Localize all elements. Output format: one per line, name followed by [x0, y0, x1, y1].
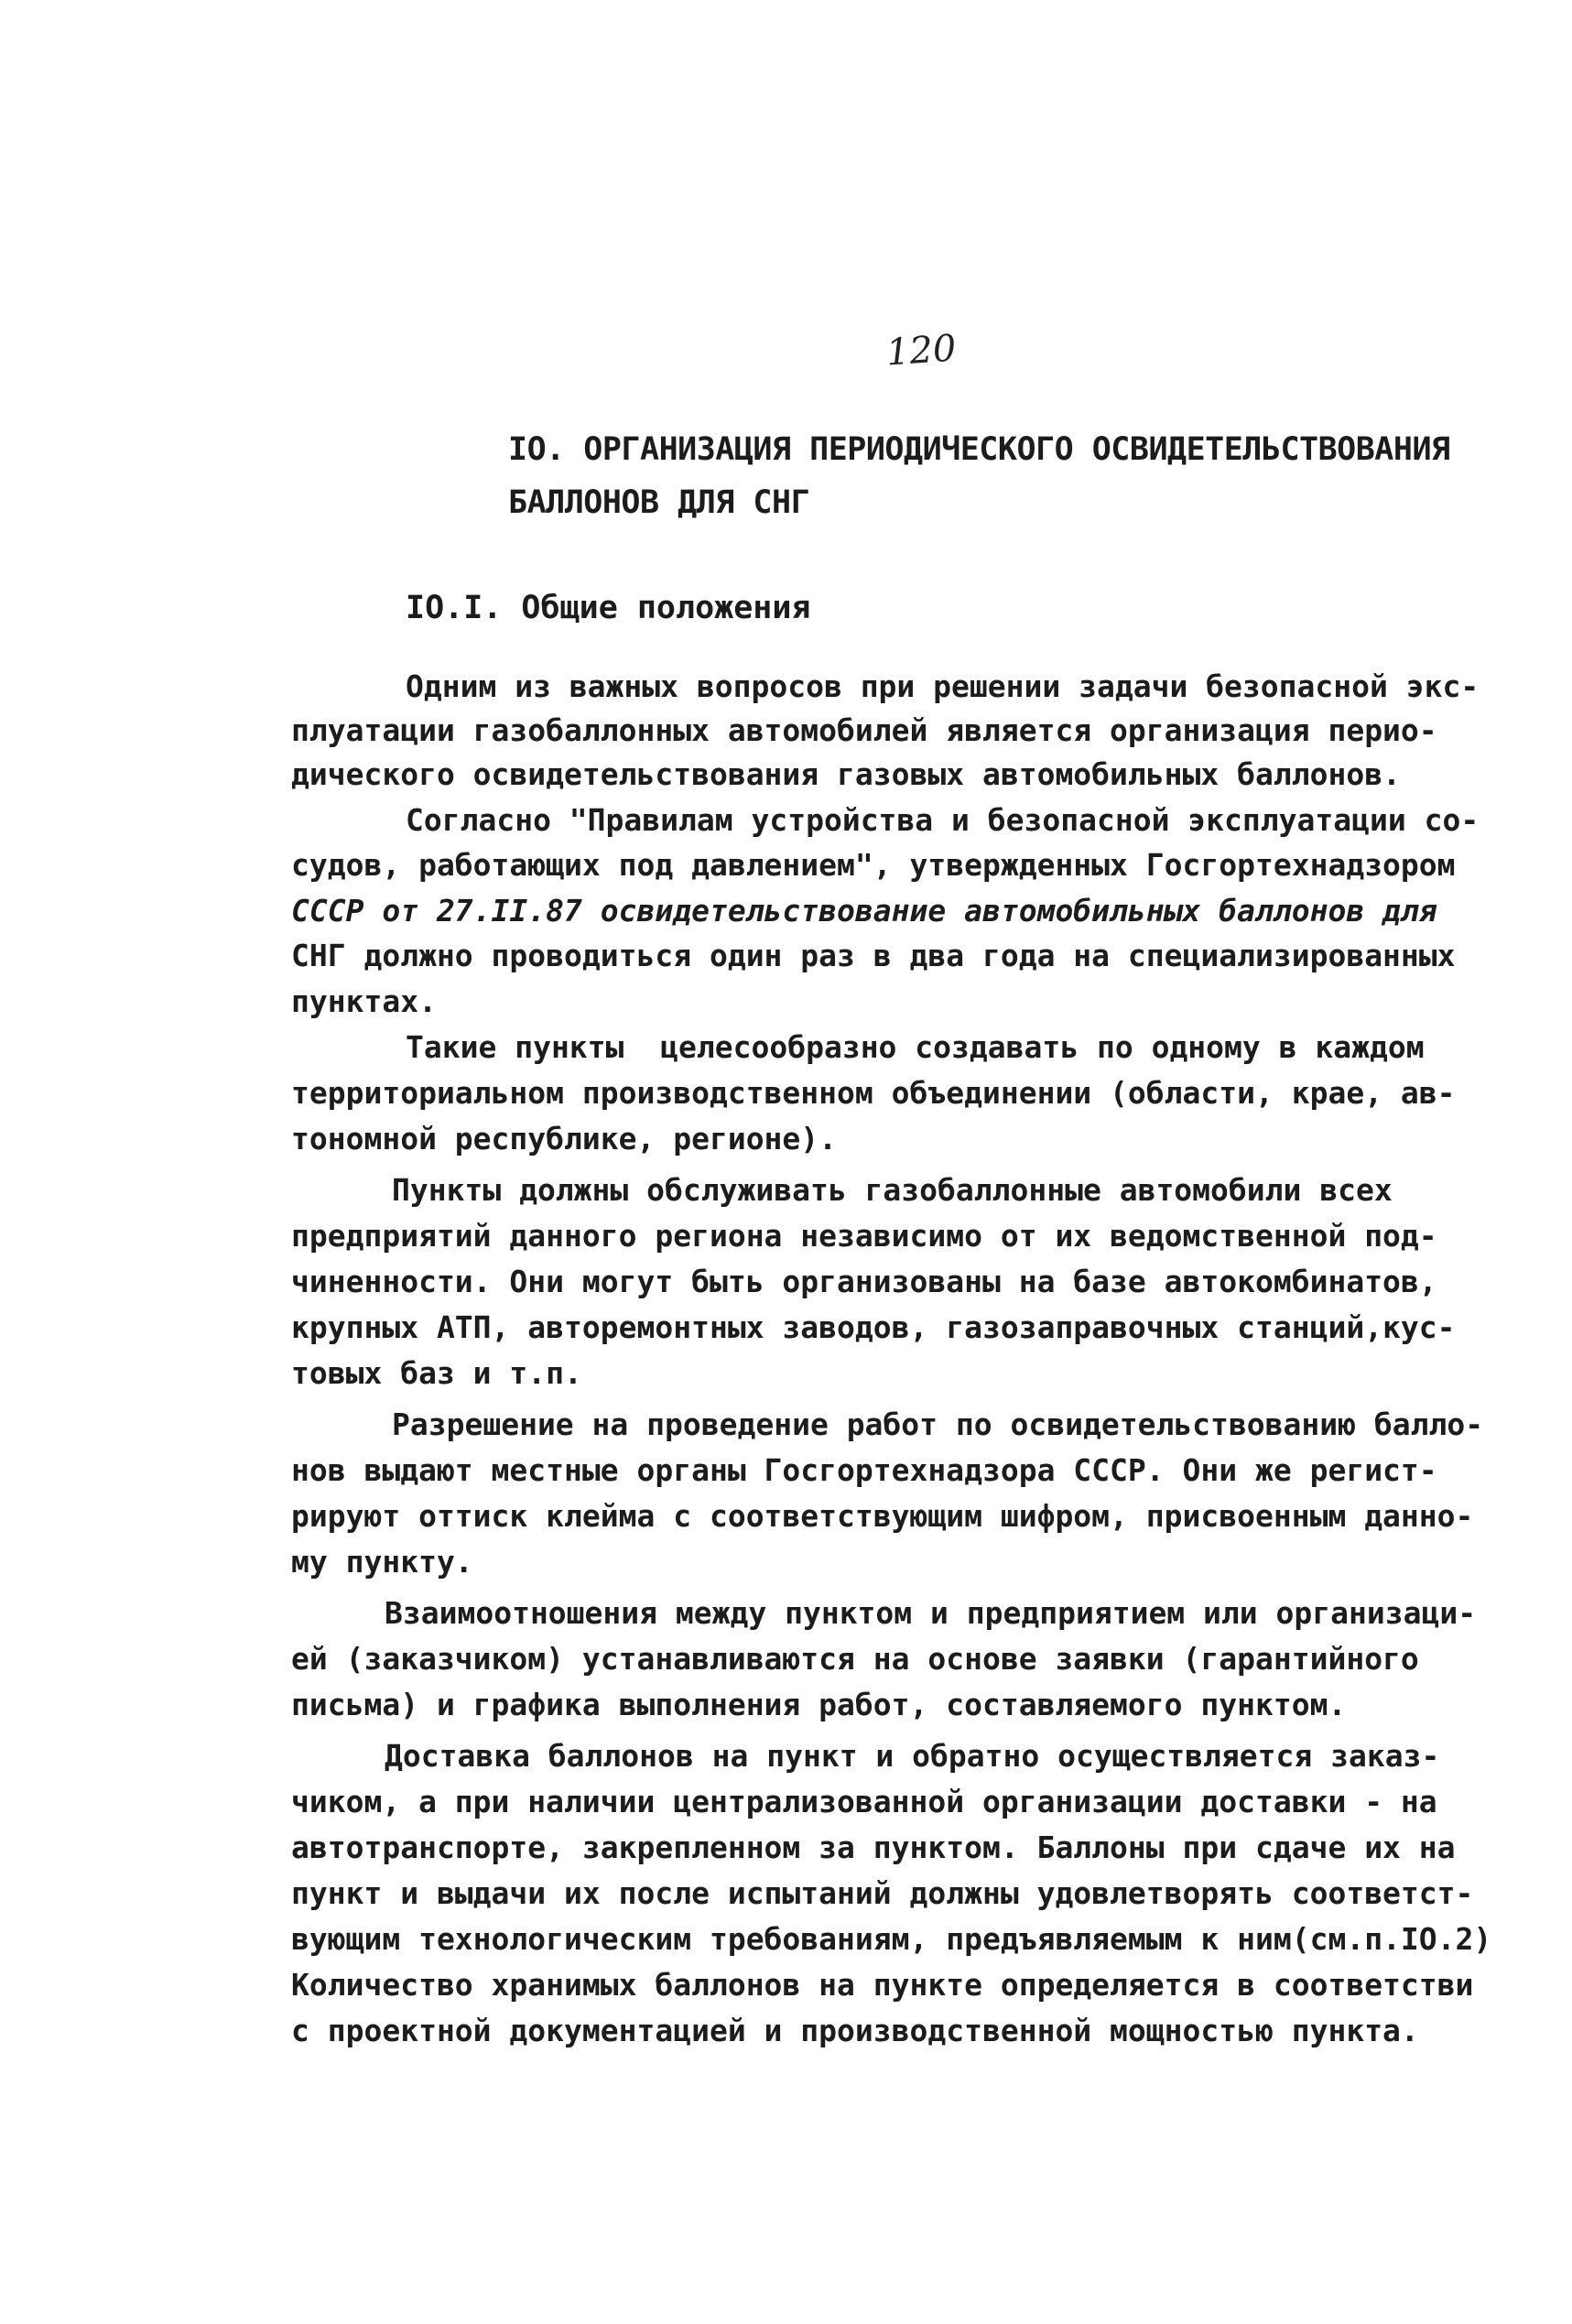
- text-line: пунктах.: [291, 983, 437, 1019]
- text-line: Доставка баллонов на пункт и обратно осуществляется заказ-: [385, 1738, 1440, 1774]
- text-line: чиком, а при наличии централизованной организации доставки - на: [291, 1784, 1437, 1819]
- text-line: ей (заказчиком) устанавливаются на основе заявки (гарантийного: [291, 1641, 1419, 1677]
- text-line: тономной республике, регионе).: [291, 1121, 838, 1157]
- text-line: Количество хранимых баллонов на пункте определяется в соответстви: [291, 1967, 1474, 2003]
- text-line: чиненности. Они могут быть организованы на базе автокомбинатов,: [291, 1264, 1437, 1299]
- text-line: товых баз и т.п.: [291, 1355, 582, 1391]
- text-line: вующим технологическим требованиям, предъявляемым к ним(см.п.IO.2): [291, 1921, 1492, 1957]
- text-line: письма) и графика выполнения работ, составляемого пунктом.: [291, 1687, 1347, 1722]
- section-title-line-2: БАЛЛОНОВ ДЛЯ СНГ: [508, 484, 810, 521]
- text-line: Одним из важных вопросов при решении задачи безопасной экс-: [406, 668, 1480, 704]
- text-line: территориальном производственном объединении (области, крае, ав-: [291, 1075, 1456, 1111]
- text-line: нов выдают местные органы Госгортехнадзора СССР. Они же регист-: [291, 1452, 1437, 1488]
- text-line: с проектной документацией и производственной мощностью пункта.: [291, 2013, 1419, 2048]
- text-line: СНГ должно проводиться один раз в два года на специализированных: [291, 938, 1456, 973]
- text-line: Разрешение на проведение работ по освидетельствованию балло-: [392, 1406, 1484, 1442]
- text-line: пункт и выдачи их после испытаний должны удовлетворять соответст-: [291, 1875, 1474, 1911]
- text-line: Согласно "Правилам устройства и безопасной эксплуатации со-: [406, 802, 1480, 838]
- text-line: му пункту.: [291, 1544, 473, 1580]
- section-title: [508, 423, 1534, 529]
- page-number: 120: [884, 327, 958, 375]
- text-line: Такие пункты целесообразно создавать по одному в каждом: [406, 1029, 1425, 1065]
- text-line: рируют оттиск клейма с соответствующим шифром, присвоенным данно-: [291, 1498, 1474, 1534]
- subsection-title: IO.I. Общие положения: [406, 590, 811, 626]
- text-line: СССР от 27.II.87 освидетельствование автомобильных баллонов для: [291, 893, 1437, 929]
- text-line: дического освидетельствования газовых автомобильных баллонов.: [291, 756, 1401, 792]
- text-line: Взаимоотношения между пунктом и предприятием или организаци-: [385, 1595, 1477, 1631]
- text-line: предприятий данного региона независимо от их ведомственной под-: [291, 1218, 1437, 1254]
- text-line: Пункты должны обслуживать газобаллонные автомобили всех: [392, 1172, 1393, 1208]
- text-line: плуатации газобаллонных автомобилей является организация перио-: [291, 712, 1437, 748]
- text-line: крупных АТП, авторемонтных заводов, газозаправочных станций,кус-: [291, 1309, 1456, 1345]
- text-line: автотранспорте, закрепленном за пунктом. Баллоны при сдаче их на: [291, 1830, 1456, 1865]
- section-title-line-1: IO. ОРГАНИЗАЦИЯ ПЕРИОДИЧЕСКОГО ОСВИДЕТЕЛЬСТВОВАНИЯ: [508, 431, 1450, 468]
- text-line: судов, работающих под давлением", утвержденных Госгортехнадзором: [291, 847, 1456, 883]
